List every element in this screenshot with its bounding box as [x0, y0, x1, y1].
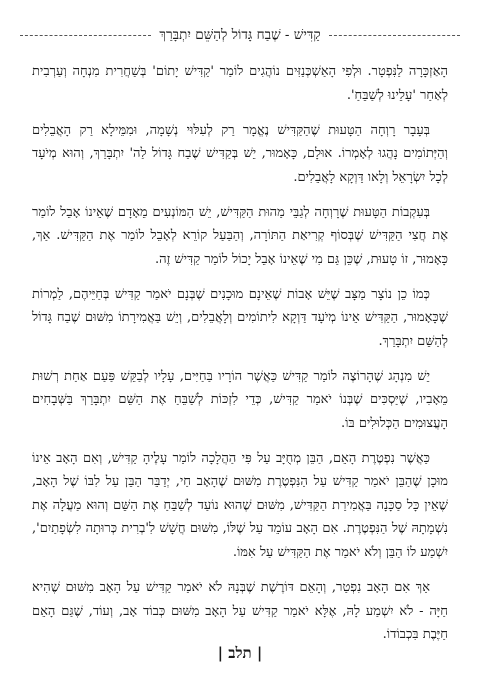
paragraph-6: כַּאֲשֶׁר נִפְטֶרֶת הָאֵם, הַבֵּן מְחֻיָּב עַל פִּי הַהֲלָכָה לוֹמַר עָלֶיהָ קַדִּישׁ, וְאִם הָאָב אֵינוֹ מוּכָן שֶׁהַבֵּן יֹאמַר קַדִּישׁ עַל הַנִּפְטֶרֶת מִשּׁוּם שֶׁהָאָב חַי, יְדַבֵּר הַבֵּן עַל לִבּוֹ שֶׁל הָאָב, שֶׁאֵין כָּל סַכָּנָה בַּאֲמִירַת הַקַּדִּישׁ, מִשּׁוּם שֶׁהוּא נוֹעַד לְשַׁבֵּחַ אֶת הַשֵּׁם וְהוּא מַעֲלָה אֶת נִשְׁמָתָהּ שֶׁל הַנִּפְטֶרֶת. אִם הָאָב עוֹמֵד עַל שֶׁלּוֹ, מִשּׁוּם חֲשָׁשׁ לִ'בְרִית כְּרוּתָה לִשְׂפָתַיִם', יִשְׁמַע לוֹ הַבֵּן וְלֹא יֹאמַר אֶת הַקַּדִּישׁ עַל אִמּוֹ. [32, 450, 448, 560]
paragraph-7: אַךְ אִם הָאָב נִפְטַר, וְהָאֵם דּוֹרֶשֶׁת שֶׁבְּנָהּ לֹא יֹאמַר קַדִּישׁ עַל הָאָב מִשּׁוּם שֶׁהִיא חַיָּה - לֹא יִשְׁמַע לָהּ, אֶלָּא יֹאמַר קַדִּישׁ עַל הָאָב מִשּׁוּם כְּבוֹד אָב, וְעוֹד, שֶׁגַּם הָאֵם חַיֶּבֶת בִּכְבוֹדוֹ. [32, 580, 448, 643]
running-header [20, 20, 460, 50]
header-rule-left [20, 35, 151, 36]
paragraph-1: הָאַזְכָּרָה לַנִּפְטָר. וּלְפִי הָאַשְׁכְּנַזִּים נוֹהֲגִים לוֹמַר 'קַדִּישׁ יָתוֹם' בְּשַׁחֲרִית מִנְחָה וְעַרְבִית לְאַחַר 'עָלֵינוּ לְשַׁבֵּחַ'. [32, 64, 448, 103]
paragraph-5: יֵשׁ מִנְהָג שֶׁהָרוֹצֶה לוֹמַר קַדִּישׁ כַּאֲשֶׁר הוֹרָיו בַּחַיִּים, עָלָיו לְבַקֵּשׁ פַּעַם אַחַת רְשׁוּת מֵאָבִיו, שֶׁיַּסְכִּים שֶׁבְּנוֹ יֹאמַר קַדִּישׁ, כְּדֵי לִזְכּוֹת לְשַׁבֵּחַ אֶת הַשֵּׁם יִתְבָּרַךְ בַּשְּׁבָחִים הָעֲצוּמִים הַכְּלוּלִים בּוֹ. [32, 368, 448, 431]
paragraph-3: בְּעִקְבוֹת הַטָּעוּת שֶׁרָוְחָה לְגַבֵּי מַהוּת הַקַּדִּישׁ, יֵשׁ הַמּוֹנְעִים מֵאָדָם שֶׁאֵינוֹ אָבֵל לוֹמַר אֶת חֲצִי הַקַּדִּישׁ שֶׁבְּסוֹף קְרִיאַת הַתּוֹרָה, וְהַבַּעַל קוֹרֵא לְאָבֵל לוֹמַר אֶת הַקַּדִּישׁ. אַךְ, כָּאָמוּר, זוֹ טָעוּת, שֶׁכֵּן גַּם מִי שֶׁאֵינוֹ אָבֵל יָכוֹל לוֹמַר קַדִּישׁ זֶה. [32, 204, 448, 267]
document-body [32, 60, 448, 658]
page-number: | תלב | [217, 644, 263, 662]
header-title: קַדִּישׁ - שֶׁבַח גָּדוֹל לְהַשֵּׁם יִתְבָּרַךְ [159, 27, 321, 43]
paragraph-4: כְּמוֹ כֵן נוֹצָר מַצָּב שֶׁיֵּשׁ אָבוֹת שֶׁאֵינָם מוּכָנִים שֶׁבְּנָם יֹאמַר קַדִּישׁ בְּחַיֵּיהֶם, לַמְרוֹת שֶׁכָּאָמוּר, הַקַּדִּישׁ אֵינוֹ מְיֹעָד דַּוְקָא לִיתוֹמִים וְלָאֲבֵלִים, וְיֵשׁ בַּאֲמִירָתוֹ מִשּׁוּם שֶׁבַח גָּדוֹל לְהַשֵּׁם יִתְבָּרַךְ. [32, 286, 448, 349]
paragraph-2: בְּעָבָר רָוְחָה הַטָּעוּת שֶׁהַקַּדִּישׁ נֶאֱמָר רַק לְעִלּוּי נְשָׁמָה, וּמִמֵּילָא רַק הָאֲבֵלִים וְהַיְּתוֹמִים נָהֲגוּ לְאָמְרוֹ. אוּלָם, כָּאָמוּר, יֵשׁ בְּקַדִּישׁ שֶׁבַח גָּדוֹל לַה' יִתְבָּרַךְ, וְהוּא מְיֹעָד לְכָל יִשְׂרָאֵל וְלָאו דַּוְקָא לָאֲבֵלִים. [32, 122, 448, 185]
header-rule-right [329, 35, 460, 36]
